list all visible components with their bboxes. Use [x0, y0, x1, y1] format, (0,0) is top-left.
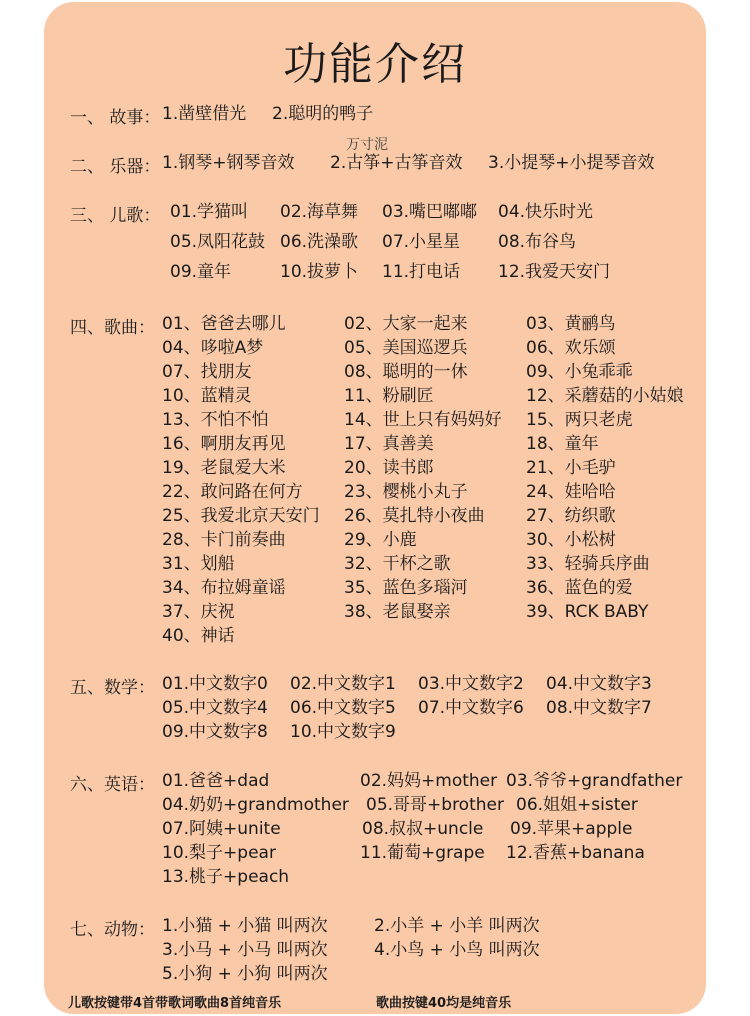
song-item: 23、樱桃小丸子 [344, 482, 468, 502]
song-item: 33、轻骑兵序曲 [526, 554, 650, 574]
nursery-item: 08.布谷鸟 [498, 232, 577, 252]
english-item: 02.妈妈+mother [360, 771, 498, 791]
song-item: 05、美国巡逻兵 [344, 338, 468, 358]
nursery-item: 07.小星星 [382, 232, 461, 252]
song-item: 15、两只老虎 [526, 410, 633, 430]
song-item: 28、卡门前奏曲 [162, 530, 286, 550]
song-item: 31、划船 [162, 554, 235, 574]
math-item: 02.中文数字1 [290, 674, 396, 694]
song-item: 18、童年 [526, 434, 599, 454]
song-item: 32、干杯之歌 [344, 554, 451, 574]
song-item: 39、RCK BABY [526, 602, 649, 622]
animal-item: 4.小鸟 + 小鸟 叫两次 [374, 940, 540, 960]
song-item: 07、找朋友 [162, 362, 252, 382]
math-item: 07.中文数字6 [418, 698, 524, 718]
english-item: 08.叔叔+uncle [362, 819, 484, 839]
song-item: 38、老鼠娶亲 [344, 602, 451, 622]
song-item: 20、读书郎 [344, 458, 434, 478]
song-item: 37、庆祝 [162, 602, 235, 622]
story-item: 2.聪明的鸭子 [272, 104, 374, 124]
song-item: 25、我爱北京天安门 [162, 506, 320, 526]
math-item: 05.中文数字4 [162, 698, 268, 718]
math-item: 08.中文数字7 [546, 698, 652, 718]
song-item: 30、小松树 [526, 530, 616, 550]
song-item: 08、聪明的一休 [344, 362, 468, 382]
animal-item: 5.小狗 + 小狗 叫两次 [162, 964, 328, 984]
math-item: 01.中文数字0 [162, 674, 268, 694]
nursery-item: 03.嘴巴嘟嘟 [382, 202, 478, 222]
song-item: 29、小鹿 [344, 530, 417, 550]
math-item: 04.中文数字3 [546, 674, 652, 694]
nursery-item: 11.打电话 [382, 262, 461, 282]
nursery-item: 04.快乐时光 [498, 202, 594, 222]
song-item: 04、哆啦A梦 [162, 338, 264, 358]
english-item: 09.苹果+apple [510, 819, 633, 839]
song-item: 17、真善美 [344, 434, 434, 454]
english-item: 10.梨子+pear [162, 843, 276, 863]
english-item: 01.爸爸+dad [162, 771, 270, 791]
song-item: 11、粉刷匠 [344, 386, 434, 406]
animal-item: 3.小马 + 小马 叫两次 [162, 940, 328, 960]
song-item: 06、欢乐颂 [526, 338, 616, 358]
nursery-item: 12.我爱天安门 [498, 262, 611, 282]
song-item: 21、小毛驴 [526, 458, 616, 478]
math-label: 五、数学： [70, 678, 155, 698]
instrument-item: 3.小提琴+小提琴音效 [488, 153, 655, 173]
song-item: 40、神话 [162, 626, 235, 646]
math-item: 10.中文数字9 [290, 722, 396, 742]
footer-note-right: 歌曲按键40均是纯音乐 [376, 996, 512, 1011]
instrument-item: 1.钢琴+钢琴音效 [162, 153, 295, 173]
song-item: 01、爸爸去哪儿 [162, 314, 286, 334]
english-item: 03.爷爷+grandfather [506, 771, 683, 791]
song-item: 16、啊朋友再见 [162, 434, 286, 454]
nursery-label: 三、 儿歌： [70, 206, 161, 226]
animals-label: 七、动物： [70, 920, 155, 940]
watermark: 万寸泥 [346, 137, 388, 153]
song-item: 19、老鼠爱大米 [162, 458, 286, 478]
song-item: 12、采蘑菇的小姑娘 [526, 386, 684, 406]
english-item: 07.阿姨+unite [162, 819, 281, 839]
english-item: 06.姐姐+sister [516, 795, 638, 815]
english-item: 04.奶奶+grandmother [162, 795, 349, 815]
instruments-label: 二、 乐器： [70, 157, 161, 177]
animal-item: 1.小猫 + 小猫 叫两次 [162, 916, 328, 936]
math-item: 09.中文数字8 [162, 722, 268, 742]
english-item: 05.哥哥+brother [366, 795, 504, 815]
story-item: 1.凿壁借光 [162, 104, 247, 124]
song-item: 14、世上只有妈妈好 [344, 410, 502, 430]
songs-label: 四、歌曲： [70, 318, 155, 338]
nursery-item: 05.凤阳花鼓 [170, 232, 266, 252]
song-item: 34、布拉姆童谣 [162, 578, 286, 598]
english-item: 12.香蕉+banana [506, 843, 645, 863]
song-item: 22、敢问路在何方 [162, 482, 303, 502]
english-item: 11.葡萄+grape [360, 843, 485, 863]
english-label: 六、英语： [70, 775, 155, 795]
nursery-item: 10.拔萝卜 [280, 262, 359, 282]
page-title: 功能介绍 [283, 39, 467, 90]
song-item: 13、不怕不怕 [162, 410, 269, 430]
song-item: 09、小兔乖乖 [526, 362, 633, 382]
song-item: 02、大家一起来 [344, 314, 468, 334]
animal-item: 2.小羊 + 小羊 叫两次 [374, 916, 540, 936]
nursery-item: 01.学猫叫 [170, 202, 249, 222]
instrument-item: 2.古筝+古筝音效 [330, 153, 463, 173]
song-item: 27、纺织歌 [526, 506, 616, 526]
song-item: 26、莫扎特小夜曲 [344, 506, 485, 526]
song-item: 36、蓝色的爱 [526, 578, 633, 598]
math-item: 03.中文数字2 [418, 674, 524, 694]
song-item: 10、蓝精灵 [162, 386, 252, 406]
song-item: 35、蓝色多瑙河 [344, 578, 468, 598]
nursery-item: 06.洗澡歌 [280, 232, 359, 252]
english-item: 13.桃子+peach [162, 867, 290, 887]
song-item: 24、娃哈哈 [526, 482, 616, 502]
footer-note-left: 儿歌按键带4首带歌词歌曲8首纯音乐 [68, 996, 282, 1011]
story-label: 一、 故事： [70, 108, 161, 128]
song-item: 03、黄鹂鸟 [526, 314, 616, 334]
math-item: 06.中文数字5 [290, 698, 396, 718]
nursery-item: 09.童年 [170, 262, 232, 282]
nursery-item: 02.海草舞 [280, 202, 359, 222]
